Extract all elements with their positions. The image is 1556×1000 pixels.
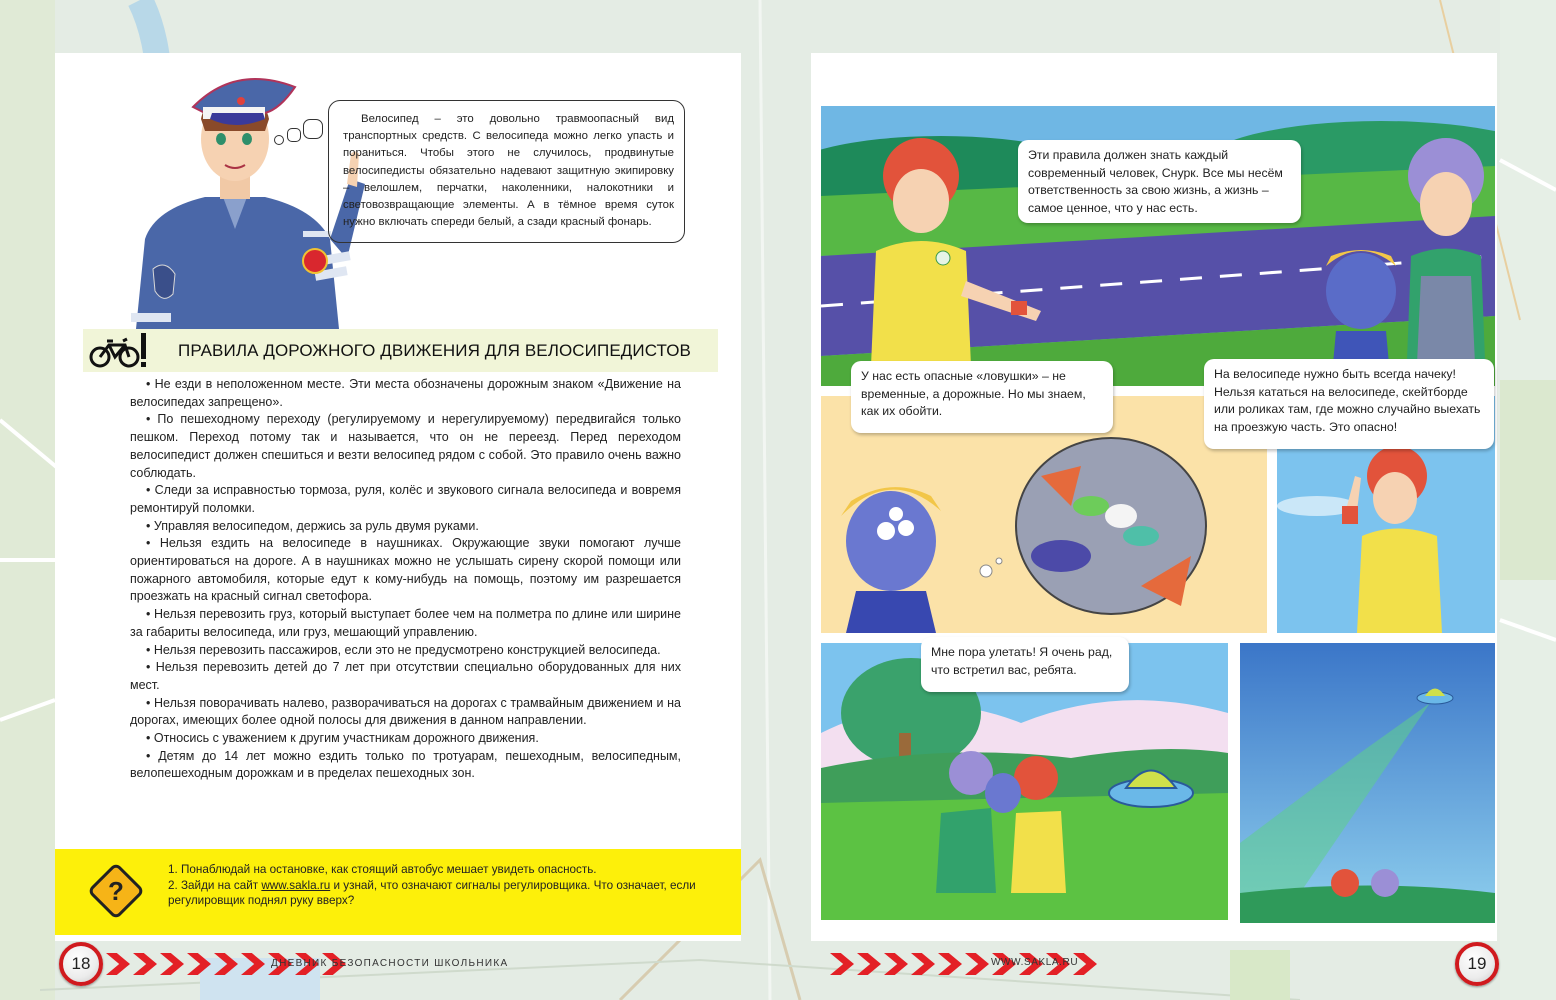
quiz-text [168, 862, 718, 909]
rule-item: • Относись с уважением к другим участникам дорожного движения. [146, 731, 539, 746]
bicycle-warning-icon [89, 333, 149, 369]
intro-info-box: Велосипед – это довольно травмоопасный вид транспортных средств. С велосипеда можно легко упасть и пораниться. Чтобы этого не случилось, продвинутые велосипедисты обязательно надевают защитную экипировку – велошлем, перчатки, наколенники, налокотники и световозвращающие элементы. А в тёмное время суток нужно включать спереди белый, а сзади красный фонарь. [328, 100, 685, 243]
speech-bubble-2: У нас есть опасные «ловушки» – не временные, а дорожные. Но мы знаем, как их обойти. [851, 361, 1113, 433]
rule-item: • Нельзя перевозить детей до 7 лет при отсутствии специально оборудованных для них мест. [130, 660, 681, 692]
comic-panel-5 [1240, 643, 1495, 923]
quiz-box [55, 849, 741, 935]
rule-item: • Нельзя перевозить пассажиров, если это не предусмотрено конструкцией велосипеда. [146, 642, 661, 657]
rules-list [130, 376, 681, 783]
rule-item: • По пешеходному переходу (регулируемому и нерегулируемому) передвигайся только пешком. Переход потому так и называется, что он не переезд. Перед переходом велосипедист должен спешиться и везти велосипед рядом с собой. Это правило очень важно соблюдать. [130, 412, 681, 480]
section-header [83, 329, 718, 372]
left-page [55, 53, 741, 941]
sakla-link[interactable]: www.sakla.ru [261, 878, 331, 892]
rule-item: • Не езди в неположенном месте. Эти места обозначены дорожным знаком «Движение на велосипедах запрещено». [130, 377, 681, 409]
speech-bubble-3: На велосипеде нужно быть всегда начеку! Нельзя кататься на велосипеде, скейтборде или роликах там, где можно случайно выехать на проезжую часть. Это опасно! [1204, 359, 1494, 449]
rule-item: • Детям до 14 лет можно ездить только по тротуарам, пешеходным, велосипедным, велопешеходным дорожкам и в пределах пешеходных зон. [130, 748, 681, 781]
rule-item: • Нельзя ездить на велосипеде в наушниках. Окружающие звуки помогают лучше ориентироваться на дороге. А в наушниках можно не услышать сирену скорой помощи или пожарного автомобиля, которые едут к кому-нибудь на помощь, поэтому им разрешается проезжать на красный сигнал светофора. [130, 536, 681, 604]
footer-url[interactable]: WWW.SAKLA.RU [991, 957, 1079, 968]
rule-item: • Управляя велосипедом, держись за руль двумя руками. [146, 518, 479, 533]
ufo-departure-illustration [1240, 643, 1495, 923]
rule-item: • Следи за исправностью тормоза, руля, колёс и звукового сигнала велосипеда и вовремя ремонтируй поломки. [130, 483, 681, 515]
rule-item: • Нельзя перевозить груз, который выступает более чем на полметра по длине или ширине за габариты велосипеда, или груз, мешающий управлению. [130, 607, 681, 639]
speech-bubble-4: Мне пора улетать! Я очень рад, что встретил вас, ребята. [921, 637, 1129, 692]
right-page [811, 53, 1497, 941]
rule-item: • Нельзя поворачивать налево, разворачиваться на дорогах с трамвайным движением и на дорогах, имеющих более одной полосы для движения в данном направлении. [130, 695, 681, 728]
speech-bubble-1: Эти правила должен знать каждый современный человек, Снурк. Все мы несём ответственность за свою жизнь, а жизнь – самое ценное, что у нас есть. [1018, 140, 1301, 223]
question-mark-glyph: ? [108, 876, 124, 906]
quiz-item-1: 1. Понаблюдай на остановке, как стоящий автобус мешает увидеть опасность. [168, 863, 597, 876]
page-number-left: 18 [59, 942, 103, 986]
section-title: ПРАВИЛА ДОРОЖНОГО ДВИЖЕНИЯ ДЛЯ ВЕЛОСИПЕДИСТОВ [178, 341, 691, 360]
quiz-item-2: 2. Зайди на сайт www.sakla.ru и узнай, что означают сигналы регулировщика. Что означает, если регулировщик поднял руку вверх? [168, 878, 696, 907]
question-warning-sign-icon [87, 862, 145, 920]
page-number-right: 19 [1455, 942, 1499, 986]
footer-title: ДНЕВНИК БЕЗОПАСНОСТИ ШКОЛЬНИКА [271, 958, 509, 969]
